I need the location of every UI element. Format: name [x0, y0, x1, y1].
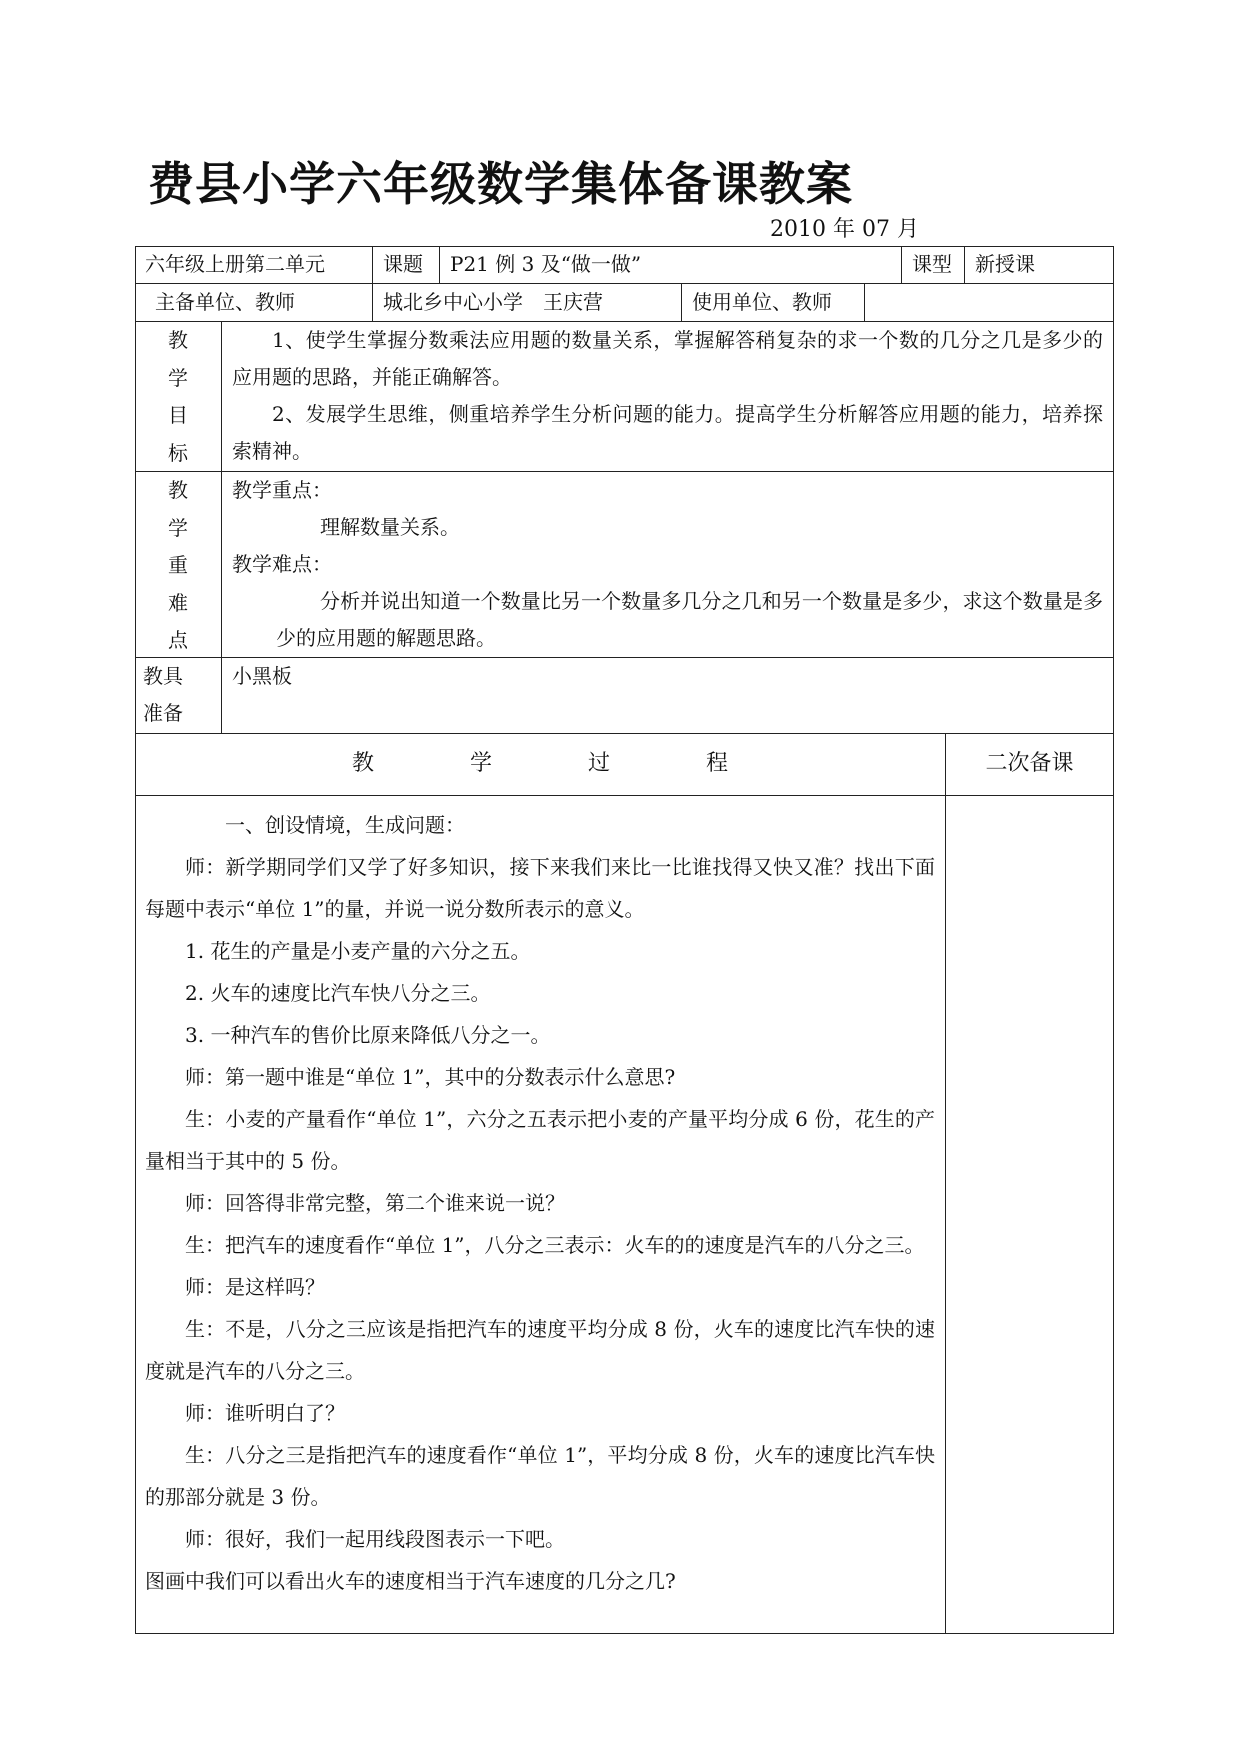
topic-label: 课题 [383, 252, 423, 276]
main-teacher-label-cell [135, 284, 373, 322]
process-line: 师：很好，我们一起用线段图表示一下吧。 [185, 1527, 565, 1551]
type-cell [965, 246, 1114, 284]
focus-text: 理解数量关系。 [320, 515, 460, 539]
process-line: 生：把汽车的速度看作“单位 1”，八分之三表示：火车的的速度是汽车的八分之三。 [185, 1233, 925, 1257]
keypoints-label-cell [135, 472, 222, 658]
page-title: 费县小学六年级数学集体备课教案 [148, 157, 853, 211]
process-line: 1. 花生的产量是小麦产量的六分之五。 [185, 939, 531, 963]
process-header-char: 过 [588, 751, 611, 776]
keypoints-label-char: 点 [168, 628, 188, 652]
main-teacher-value: 城北乡中心小学 王庆营 [383, 290, 603, 314]
keypoints-label-char: 教 [168, 478, 188, 502]
keypoints-label-char: 学 [168, 515, 188, 540]
use-teacher-cell [865, 284, 1114, 322]
process-line: 师：新学期同学们又学了好多知识，接下来我们来比一比谁找得又快又准？找出下面每题中表示“单位 1”的量，并说一说分数所表示的意义。 [145, 855, 935, 921]
process-line: 师：回答得非常完整，第二个谁来说一说？ [185, 1191, 565, 1215]
second-prep-header-cell [946, 734, 1114, 796]
tools-label-cell [135, 658, 222, 734]
process-header-char: 学 [469, 751, 492, 776]
topic-label-cell [373, 246, 440, 284]
keypoints-content-cell [222, 472, 1114, 658]
main-teacher-label: 主备单位、教师 [155, 290, 295, 314]
second-prep-content-cell [946, 796, 1114, 1634]
process-line: 一、创设情境，生成问题： [225, 813, 465, 837]
goals-label-char: 教 [168, 328, 188, 352]
goals-label-char: 学 [168, 365, 188, 390]
use-teacher-label: 使用单位、教师 [692, 290, 832, 314]
tools-label: 准备 [143, 701, 183, 725]
second-prep-header: 二次备课 [985, 751, 1074, 776]
process-header-char: 教 [351, 751, 374, 776]
goals-label-char: 标 [168, 440, 188, 465]
process-line: 生：不是，八分之三应该是指把汽车的速度平均分成 8 份，火车的速度比汽车快的速度就是汽车的八分之三。 [145, 1317, 935, 1383]
difficulty-title: 教学难点： [232, 552, 332, 576]
tools-content-cell [222, 658, 1114, 734]
type-text: 新授课 [975, 252, 1035, 276]
goal-item: 1、使学生掌握分数乘法应用题的数量关系，掌握解答稍复杂的求一个数的几分之几是多少的应用题的思路，并能正确解答。 [232, 328, 1103, 389]
unit-cell [135, 246, 373, 284]
lesson-plan-table [135, 246, 1114, 1634]
use-teacher-label-cell [682, 284, 865, 322]
type-label: 课型 [912, 252, 952, 276]
process-line: 师：谁听明白了？ [185, 1401, 345, 1425]
difficulty-text: 分析并说出知道一个数量比另一个数量多几分之几和另一个数量是多少，求这个数量是多少的应用题的解题思路。 [276, 589, 1103, 650]
goals-label-char: 目 [168, 403, 188, 427]
main-teacher-cell [373, 284, 682, 322]
process-line: 图画中我们可以看出火车的速度相当于汽车速度的几分之几? [145, 1569, 676, 1593]
keypoints-label-char: 重 [168, 553, 188, 577]
goals-content-cell [222, 322, 1114, 472]
goal-item: 2、发展学生思维，侧重培养学生分析问题的能力。提高学生分析解答应用题的能力，培养探索精神。 [232, 402, 1103, 463]
tools-label: 教具 [143, 664, 183, 688]
topic-cell [440, 246, 902, 284]
focus-title: 教学重点： [232, 478, 332, 502]
process-header-cell [135, 734, 946, 796]
process-line: 师：是这样吗？ [185, 1275, 325, 1299]
process-line: 生：八分之三是指把汽车的速度看作“单位 1”，平均分成 8 份，火车的速度比汽车快的那部分就是 3 份。 [145, 1443, 935, 1509]
unit-text: 六年级上册第二单元 [145, 252, 325, 276]
process-line: 3. 一种汽车的售价比原来降低八分之一。 [185, 1023, 551, 1047]
process-line: 2. 火车的速度比汽车快八分之三。 [185, 981, 491, 1005]
goals-label-cell [135, 322, 222, 472]
process-line: 生：小麦的产量看作“单位 1”，六分之五表示把小麦的产量平均分成 6 份，花生的产量相当于其中的 5 份。 [145, 1107, 935, 1173]
tools-value: 小黑板 [232, 664, 292, 688]
process-line: 师：第一题中谁是“单位 1”，其中的分数表示什么意思? [185, 1065, 676, 1089]
topic-text: P21 例 3 及“做一做” [450, 252, 642, 276]
keypoints-label-char: 难 [168, 590, 188, 615]
process-header-char: 程 [706, 751, 729, 776]
type-label-cell [902, 246, 965, 284]
process-content-cell [135, 796, 946, 1634]
date: 2010 年 07 月 [770, 217, 919, 242]
